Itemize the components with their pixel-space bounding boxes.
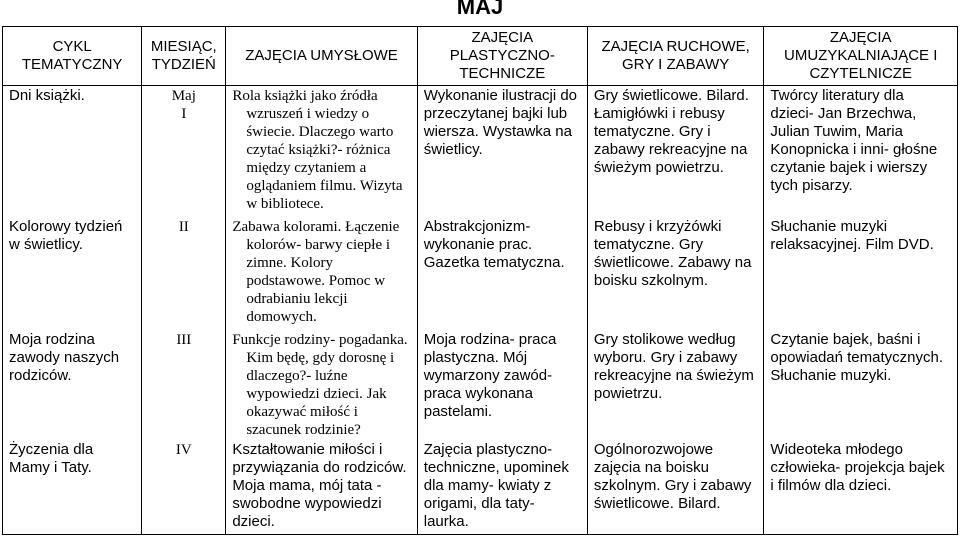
- header-art: ZAJĘCIA PLASTYCZNO- TECHNICZE: [417, 27, 587, 86]
- header-month-week: MIESIĄC, TYDZIEŃ: [142, 27, 226, 86]
- cycle-cell: Życzenia dla Mamy i Taty.: [3, 440, 142, 535]
- month-title: MAJ: [456, 0, 504, 19]
- table-row: [3, 86, 958, 218]
- header-cycle: CYKL TEMATYCZNY: [3, 27, 142, 86]
- movement-cell: Ogólnorozwojowe zajęcia na boisku szkolnym. Gry i zabawy świetlicowe. Bilard.: [587, 440, 764, 535]
- cycle-cell: Dni książki.: [3, 86, 142, 218]
- mental-cell: Zabawa kolorami. Łączenie kolorów- barwy ciepłe i zimne. Kolory podstawowe. Pomoc w odrabianiu lekcji domowych.: [226, 217, 417, 330]
- mental-cell: Rola książki jako źródła wzruszeń i wiedzy o świecie. Dlaczego warto czytać książki?- różnica między czytaniem a oglądaniem filmu. Wizyta w bibliotece.: [226, 86, 417, 218]
- header-movement: ZAJĘCIA RUCHOWE, GRY I ZABAWY: [587, 27, 764, 86]
- music-cell: Słuchanie muzyki relaksacyjnej. Film DVD.: [764, 217, 958, 330]
- week-cell: Maj I: [142, 86, 226, 218]
- music-cell: Twórcy literatury dla dzieci- Jan Brzechwa, Julian Tuwim, Maria Konopnicka i inni- głośne czytanie bajek i wierszy tych pisarzy.: [764, 86, 958, 218]
- movement-cell: Rebusy i krzyżówki tematyczne. Gry świetlicowe. Zabawy na boisku szkolnym.: [587, 217, 764, 330]
- week-cell: II: [142, 217, 226, 330]
- mental-cell: Kształtowanie miłości i przywiązania do rodziców. Moja mama, mój tata - swobodne wypowiedzi dzieci.: [226, 440, 417, 535]
- header-row: [3, 27, 958, 86]
- art-cell: Zajęcia plastyczno- techniczne, upominek dla mamy- kwiaty z origami, dla taty- laurka.: [417, 440, 587, 535]
- art-cell: Moja rodzina- praca plastyczna. Mój wymarzony zawód- praca wykonana pastelami.: [417, 330, 587, 440]
- movement-cell: Gry stolikowe według wyboru. Gry i zabawy rekreacyjne na świeżym powietrzu.: [587, 330, 764, 440]
- mental-cell: Funkcje rodziny- pogadanka. Kim będę, gdy dorosnę i dlaczego?- luźne wypowiedzi dzieci. Jak okazywać miłość i szacunek rodzinie?: [226, 330, 417, 440]
- music-cell: Czytanie bajek, baśni i opowiadań tematycznych. Słuchanie muzyki.: [764, 330, 958, 440]
- table-row: [3, 440, 958, 535]
- music-cell: Wideoteka młodego człowieka- projekcja bajek i filmów dla dzieci.: [764, 440, 958, 535]
- cycle-cell: Moja rodzina zawody naszych rodziców.: [3, 330, 142, 440]
- cycle-cell: Kolorowy tydzień w świetlicy.: [3, 217, 142, 330]
- week-cell: III: [142, 330, 226, 440]
- movement-cell: Gry świetlicowe. Bilard. Łamigłówki i rebusy tematyczne. Gry i zabawy rekreacyjne na świeżym powietrzu.: [587, 86, 764, 218]
- header-music: ZAJĘCIA UMUZYKALNIAJĄCE I CZYTELNICZE: [764, 27, 958, 86]
- art-cell: Abstrakcjonizm- wykonanie prac. Gazetka tematyczna.: [417, 217, 587, 330]
- art-cell: Wykonanie ilustracji do przeczytanej bajki lub wiersza. Wystawka na świetlicy.: [417, 86, 587, 218]
- table-row: [3, 330, 958, 440]
- table-row: [3, 217, 958, 330]
- week-cell: IV: [142, 440, 226, 535]
- header-mental: ZAJĘCIA UMYSŁOWE: [226, 27, 417, 86]
- schedule-table: [2, 26, 958, 535]
